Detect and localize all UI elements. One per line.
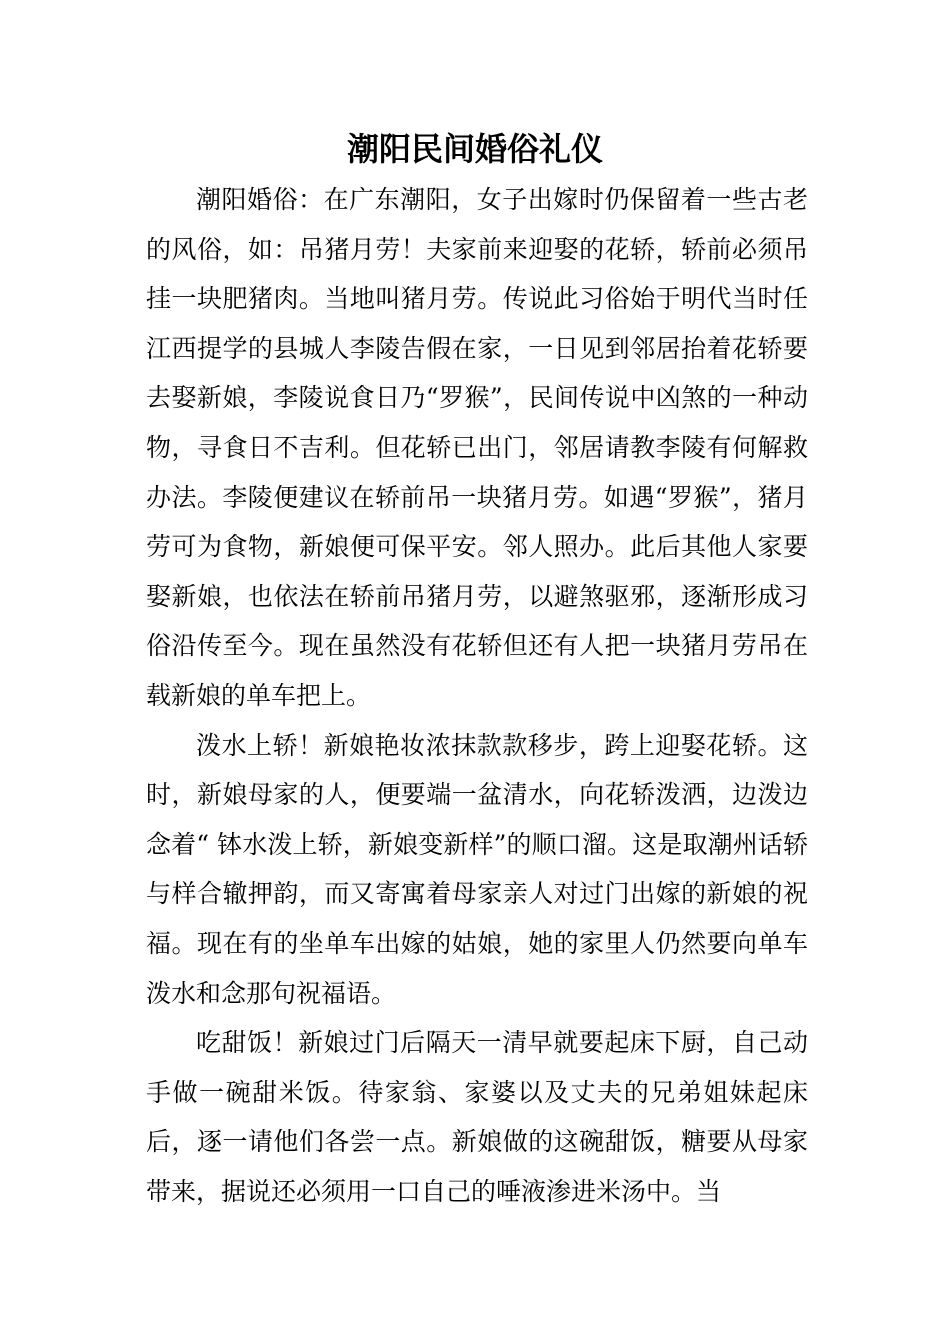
paragraph-splashing-water: 泼水上轿！新娘艳妆浓抹款款移步，跨上迎娶花轿。这时，新娘母家的人，便要端一盆清水，向花轿泼洒，边泼边念着“ 钵水泼上轿，新娘变新样”的顺口溜。这是取潮州话轿与样合辙押韵，而又寄寓着母家亲人对过门出嫁的新娘的祝福。现在有的坐单车出嫁的姑娘，她的家里人仍然要向单车泼水和念那句祝福语。 [146, 730, 808, 1008]
paragraph-hanging-pork: 潮阳婚俗：在广东潮阳，女子出嫁时仍保留着一些古老的风俗，如：吊猪月劳！夫家前来迎娶的花轿，轿前必须吊挂一块肥猪肉。当地叫猪月劳。传说此习俗始于明代当时任江西提学的县城人李陵告假在家，一日见到邻居抬着花轿要去娶新娘，李陵说食日乃“罗猴”，民间传说中凶煞的一种动物，寻食日不吉利。但花轿已出门，邻居请教李陵有何解救办法。李陵便建议在轿前吊一块猪月劳。如遇“罗猴”，猪月劳可为食物，新娘便可保平安。邻人照办。此后其他人家要娶新娘，也依法在轿前吊猪月劳，以避煞驱邪，逐渐形成习俗沿传至今。现在虽然没有花轿但还有人把一块猪月劳吊在载新娘的单车把上。 [146, 185, 808, 710]
paragraph-sweet-rice: 吃甜饭！新娘过门后隔天一清早就要起床下厨，自己动手做一碗甜米饭。待家翁、家婆以及丈夫的兄弟姐妹起床后，逐一请他们各尝一点。新娘做的这碗甜饭，糖要从母家带来，据说还必须用一口自己的唾液渗进米汤中。当 [146, 1028, 808, 1206]
document-title: 潮阳民间婚俗礼仪 [346, 130, 603, 168]
document-body [146, 175, 808, 1216]
